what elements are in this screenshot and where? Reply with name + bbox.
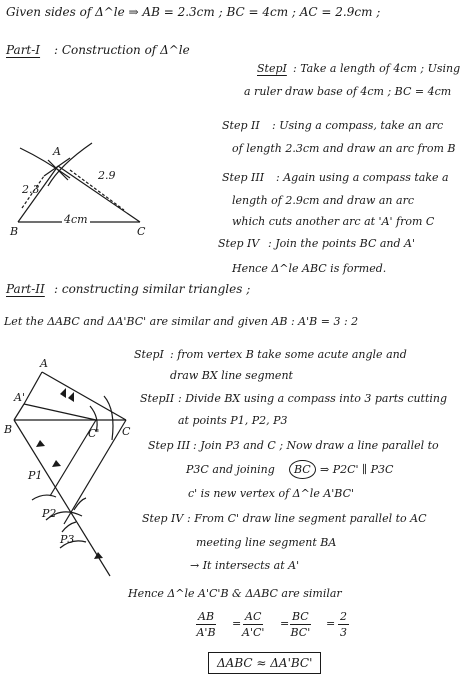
ratio-ab-den: A'B: [196, 626, 216, 639]
part1-conclusion: Hence Δ^le ABC is formed.: [232, 262, 387, 275]
fig2-label-C1: C': [88, 427, 100, 440]
fig2-label-A: A: [40, 357, 48, 370]
fig2-label-A1: A': [14, 391, 25, 404]
part2-step4-line1: : From C' draw line segment parallel to AC: [187, 512, 427, 525]
label-B: B: [10, 225, 19, 238]
part2-step3-circled: BC: [289, 460, 316, 479]
part1-step1-line1: : Take a length of 4cm ; Using: [293, 62, 461, 75]
part1-step1-label: StepI: [257, 62, 287, 75]
equals-1: =: [232, 617, 242, 630]
label-C: C: [137, 225, 146, 238]
part2-step4-line2: meeting line segment BA: [196, 536, 337, 549]
part2-step2-label: StepII: [140, 392, 175, 405]
part2-given: Let the ΔABC and ΔA'BC' are similar and given AB : A'B = 3 : 2: [4, 315, 359, 328]
fig2-label-P1: P1: [28, 469, 43, 482]
ratio-value-num: 2: [340, 610, 347, 623]
part1-step2-label: Step II: [222, 119, 260, 132]
final-similarity: ΔABC ≈ ΔA'BC': [208, 652, 321, 674]
part2-step3-line1: : Join P3 and C ; Now draw a line parallel to: [193, 439, 439, 452]
part2-step3-label: Step III: [148, 439, 191, 452]
fig2-label-P3: P3: [60, 533, 75, 546]
part2-step3-line2: P3C and joining: [186, 463, 275, 476]
part2-step1-line2: draw BX line segment: [170, 369, 293, 382]
ratio-value-den: 3: [340, 626, 347, 639]
part2-step4-label: Step IV: [142, 512, 184, 525]
part2-hence: Hence Δ^le A'C'B & ΔABC are similar: [128, 587, 342, 600]
ratio-ab-num: AB: [198, 610, 215, 623]
part2-title: : constructing similar triangles ;: [54, 282, 251, 296]
fig2-label-P2: P2: [42, 507, 57, 520]
label-ab-length: 2.3: [22, 183, 40, 196]
part2-step3-line3: c' is new vertex of Δ^le A'BC': [188, 487, 355, 500]
equals-2: =: [280, 617, 290, 630]
part1-step3-line1: : Again using a compass take a: [276, 171, 449, 184]
given-sides: Given sides of Δ^le ⇒ AB = 2.3cm ; BC = 4cm ; AC = 2.9cm ;: [6, 5, 381, 19]
ratio-bc-den: BC': [290, 626, 311, 639]
part1-step2-line1: : Using a compass, take an arc: [272, 119, 444, 132]
part1-heading: Part-I: [6, 43, 41, 57]
part1-step2-line2: of length 2.3cm and draw an arc from B: [232, 142, 456, 155]
ratio-ac-num: AC: [245, 610, 262, 623]
part2-step1-line1: : from vertex B take some acute angle and: [170, 348, 407, 361]
equals-3: =: [326, 617, 336, 630]
fig2-label-B: B: [4, 423, 13, 436]
part2-step2-line2: at points P1, P2, P3: [178, 414, 288, 427]
part2-step1-label: StepI: [134, 348, 164, 361]
part2-step4-line3: → It intersects at A': [190, 559, 300, 572]
ratio-ac-den: A'C': [242, 626, 265, 639]
part1-step4-label: Step IV: [218, 237, 260, 250]
part1-step4-line1: : Join the points BC and A': [268, 237, 416, 250]
part1-step3-label: Step III: [222, 171, 265, 184]
part1-title: : Construction of Δ^le: [54, 43, 190, 57]
fig2-label-C: C: [122, 425, 131, 438]
part2-heading: Part-II: [6, 282, 45, 296]
part1-step3-line3: which cuts another arc at 'A' from C: [232, 215, 435, 228]
label-ac-length: 2.9: [98, 169, 116, 182]
ratio-bc-num: BC: [292, 610, 309, 623]
part1-step1-line2: a ruler draw base of 4cm ; BC = 4cm: [244, 85, 452, 98]
part2-step2-line1: : Divide BX using a compass into 3 parts cutting: [178, 392, 448, 405]
label-bc-length: 4cm: [64, 213, 88, 226]
label-A: A: [53, 145, 61, 158]
part2-step3-line2b: ⇒ P2C' ∥ P3C: [320, 463, 394, 476]
part1-step3-line2: length of 2.9cm and draw an arc: [232, 194, 414, 207]
